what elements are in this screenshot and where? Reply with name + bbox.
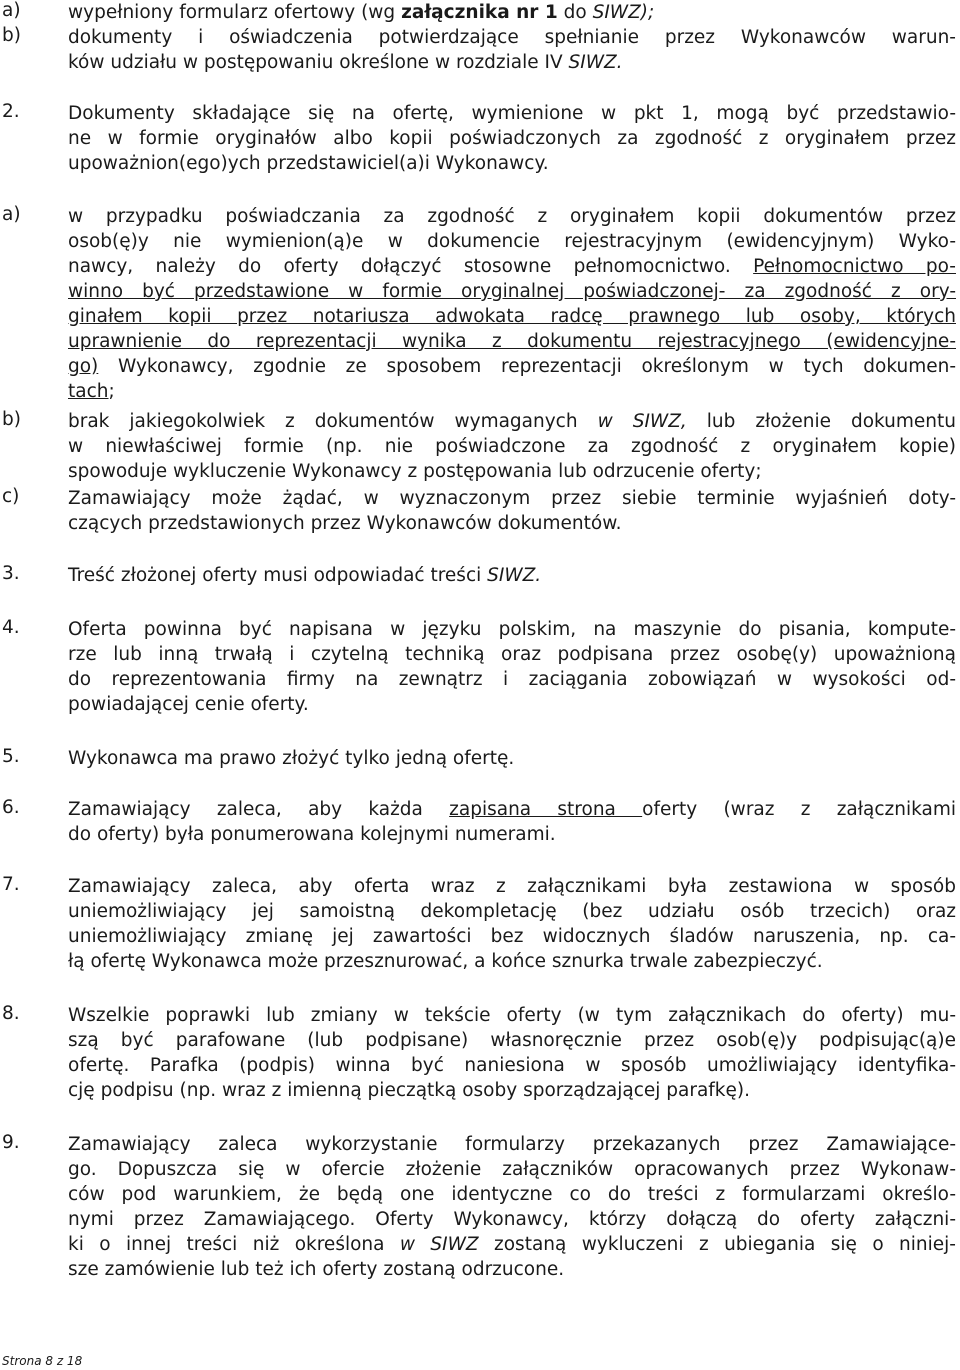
text-line [68, 1182, 956, 1207]
item-label: b) [2, 25, 21, 46]
text-run: Zamawiający zaleca, aby oferta wraz z załącznikami była zestawiona w sposób [68, 876, 956, 897]
text-line [68, 1132, 956, 1157]
text-line [68, 1232, 956, 1257]
text-run: Wszelkie poprawki lub zmiany w tekście oferty (w tym załącznikach do oferty) mu- [68, 1005, 956, 1026]
text-line [68, 822, 556, 847]
item-label: 9. [2, 1132, 20, 1153]
item-label: 4. [2, 617, 20, 638]
text-line [68, 949, 823, 974]
text-run: go. Dopuszcza się w ofercie złożenie załączników opracowanych przez Wykonaw- [68, 1159, 956, 1180]
text-run: ginałem kopii przez notariusza adwokata radcę prawnego lub osoby, których [68, 306, 956, 327]
text-line [68, 746, 514, 771]
item-label: c) [2, 486, 20, 507]
text-line [68, 0, 654, 25]
text-run: ; [108, 381, 115, 402]
text-run: powiadającej cenie oferty. [68, 694, 309, 715]
item-label: 7. [2, 874, 20, 895]
text-line [68, 1053, 956, 1078]
text-line [68, 354, 956, 379]
item-label: 6. [2, 797, 20, 818]
text-run: SIWZ); [592, 2, 655, 23]
text-run: Dokumenty składające się na ofertę, wymienione w pkt 1, mogą być przedstawio- [68, 103, 956, 124]
text-run: cję podpisu (np. wraz z imienną pieczątką osoby sporządzającej parafkę). [68, 1080, 750, 1101]
item-label: a) [2, 0, 21, 21]
text-run: w niewłaściwej formie (np. nie poświadczone za zgodność z oryginałem kopie) [68, 436, 956, 457]
text-run: nawcy, należy do oferty dołączyć stosowne pełnomocnictwo. [68, 256, 754, 277]
text-line [68, 1028, 956, 1053]
text-run: ków udziału w postępowaniu określone w rozdziale IV [68, 52, 569, 73]
item-label: 3. [2, 563, 20, 584]
page-footer: Strona 8 z 18 [2, 1354, 83, 1368]
text-run: do oferty) była ponumerowana kolejnymi numerami. [68, 824, 556, 845]
text-line [68, 511, 622, 536]
text-run: zapisana strona [449, 799, 643, 820]
text-line [68, 563, 541, 588]
text-line [68, 692, 309, 717]
text-run: uniemożliwiający zmianę jej zawartości bez widocznych śladów naruszenia, np. ca- [68, 926, 956, 947]
text-line [68, 204, 956, 229]
text-line [68, 1257, 564, 1282]
text-line [68, 254, 956, 279]
text-line [68, 151, 549, 176]
text-line [68, 409, 956, 434]
text-line [68, 329, 956, 354]
text-line [68, 667, 956, 692]
text-line [68, 434, 956, 459]
text-line [68, 459, 762, 484]
text-run: ki o innej treści niż określona [68, 1234, 400, 1255]
text-run: Treść złożonej oferty musi odpowiadać treści [68, 565, 488, 586]
text-run: łą ofertę Wykonawca może przesznurować, a końce sznurka trwale zabezpieczyć. [68, 951, 823, 972]
text-line [68, 1003, 956, 1028]
text-run: do reprezentowania firmy na zewnątrz i zaciągania zobowiązań w wysokości od- [68, 669, 956, 690]
text-run: w przypadku poświadczania za zgodność z oryginałem kopii dokumentów przez [68, 206, 956, 227]
text-line [68, 1157, 956, 1182]
text-run: sze zamówienie lub też ich oferty zostaną odrzucone. [68, 1259, 565, 1280]
text-line [68, 1207, 956, 1232]
text-run: winno być przedstawione w formie oryginalnej poświadczonej- za zgodność z ory- [68, 281, 956, 302]
text-run: Zamawiający zaleca wykorzystanie formularzy przekazanych przez Zamawiające- [68, 1134, 956, 1155]
text-run: Zamawiający może żądać, w wyznaczonym przez siebie terminie wyjaśnień doty- [68, 488, 956, 509]
text-run: czących przedstawionych przez Wykonawców dokumentów. [68, 513, 622, 534]
text-run: nymi przez Zamawiającego. Oferty Wykonawcy, którzy dołączą do oferty załączni- [68, 1209, 956, 1230]
text-line [68, 304, 956, 329]
text-line [68, 229, 956, 254]
text-run: Oferta powinna być napisana w języku polskim, na maszynie do pisania, kompute- [68, 619, 956, 640]
text-run: wypełniony formularz ofertowy (wg [68, 2, 402, 23]
item-label: a) [2, 204, 21, 225]
text-run: w SIWZ, [597, 411, 687, 432]
text-run: Pełnomocnictwo po- [753, 256, 956, 277]
text-run: dokumenty i oświadczenia potwierdzające spełnianie przez Wykonawców warun- [68, 27, 956, 48]
text-run: Wykonawcy, zgodnie ze sposobem reprezentacji określonym w tych dokumen- [98, 356, 956, 377]
text-run: szą być parafowane (lub podpisane) własnoręcznie przez osob(ę)y podpisując(ą)e [68, 1030, 956, 1051]
text-run: brak jakiegokolwiek z dokumentów wymaganych [68, 411, 598, 432]
text-line [68, 874, 956, 899]
text-run: tach [68, 381, 109, 402]
text-run: SIWZ. [487, 565, 542, 586]
text-line [68, 126, 956, 151]
text-line [68, 617, 956, 642]
text-run: zostaną wykluczeni z ubiegania się o niniej- [478, 1234, 956, 1255]
text-line [68, 797, 956, 822]
text-run: ców pod warunkiem, że będą one identyczne co do treści z formularzami określo- [68, 1184, 956, 1205]
text-run: rze lub inną trwałą i czytelną techniką oraz podpisana przez osobę(y) upoważnioną [68, 644, 956, 665]
text-line [68, 1078, 750, 1103]
text-run: w SIWZ [399, 1234, 479, 1255]
text-line [68, 379, 115, 404]
item-label: 2. [2, 101, 20, 122]
text-run: osob(ę)y nie wymienion(ą)e w dokumencie rejestracyjnym (ewidencyjnym) Wyko- [68, 231, 956, 252]
text-run: go) [68, 356, 99, 377]
item-label: b) [2, 409, 21, 430]
text-run: do [557, 2, 593, 23]
text-line [68, 486, 956, 511]
text-line [68, 50, 623, 75]
text-line [68, 25, 956, 50]
text-run: oferty (wraz z załącznikami [642, 799, 956, 820]
text-run: Wykonawca ma prawo złożyć tylko jedną ofertę. [68, 748, 515, 769]
text-run: SIWZ. [568, 52, 623, 73]
text-run: upoważnion(ego)ych przedstawiciel(a)i Wykonawcy. [68, 153, 549, 174]
text-run: spowoduje wykluczenie Wykonawcy z postępowania lub odrzucenie oferty; [68, 461, 762, 482]
text-run: załącznika nr 1 [401, 2, 558, 23]
text-run: Zamawiający zaleca, aby każda [68, 799, 450, 820]
text-line [68, 279, 956, 304]
text-line [68, 899, 956, 924]
text-run: ne w formie oryginałów albo kopii poświadczonych za zgodność z oryginałem przez [68, 128, 956, 149]
text-line [68, 642, 956, 667]
item-label: 5. [2, 746, 20, 767]
item-label: 8. [2, 1003, 20, 1024]
text-line [68, 924, 956, 949]
text-run: ofertę. Parafka (podpis) winna być naniesiona w sposób umożliwiający identyfika- [68, 1055, 956, 1076]
text-run: uprawnienie do reprezentacji wynika z dokumentu rejestracyjnego (ewidencyjne- [68, 331, 956, 352]
text-run: lub złożenie dokumentu [686, 411, 956, 432]
text-line [68, 101, 956, 126]
text-run: uniemożliwiający jej samoistną dekompletację (bez udziału osób trzecich) oraz [68, 901, 956, 922]
